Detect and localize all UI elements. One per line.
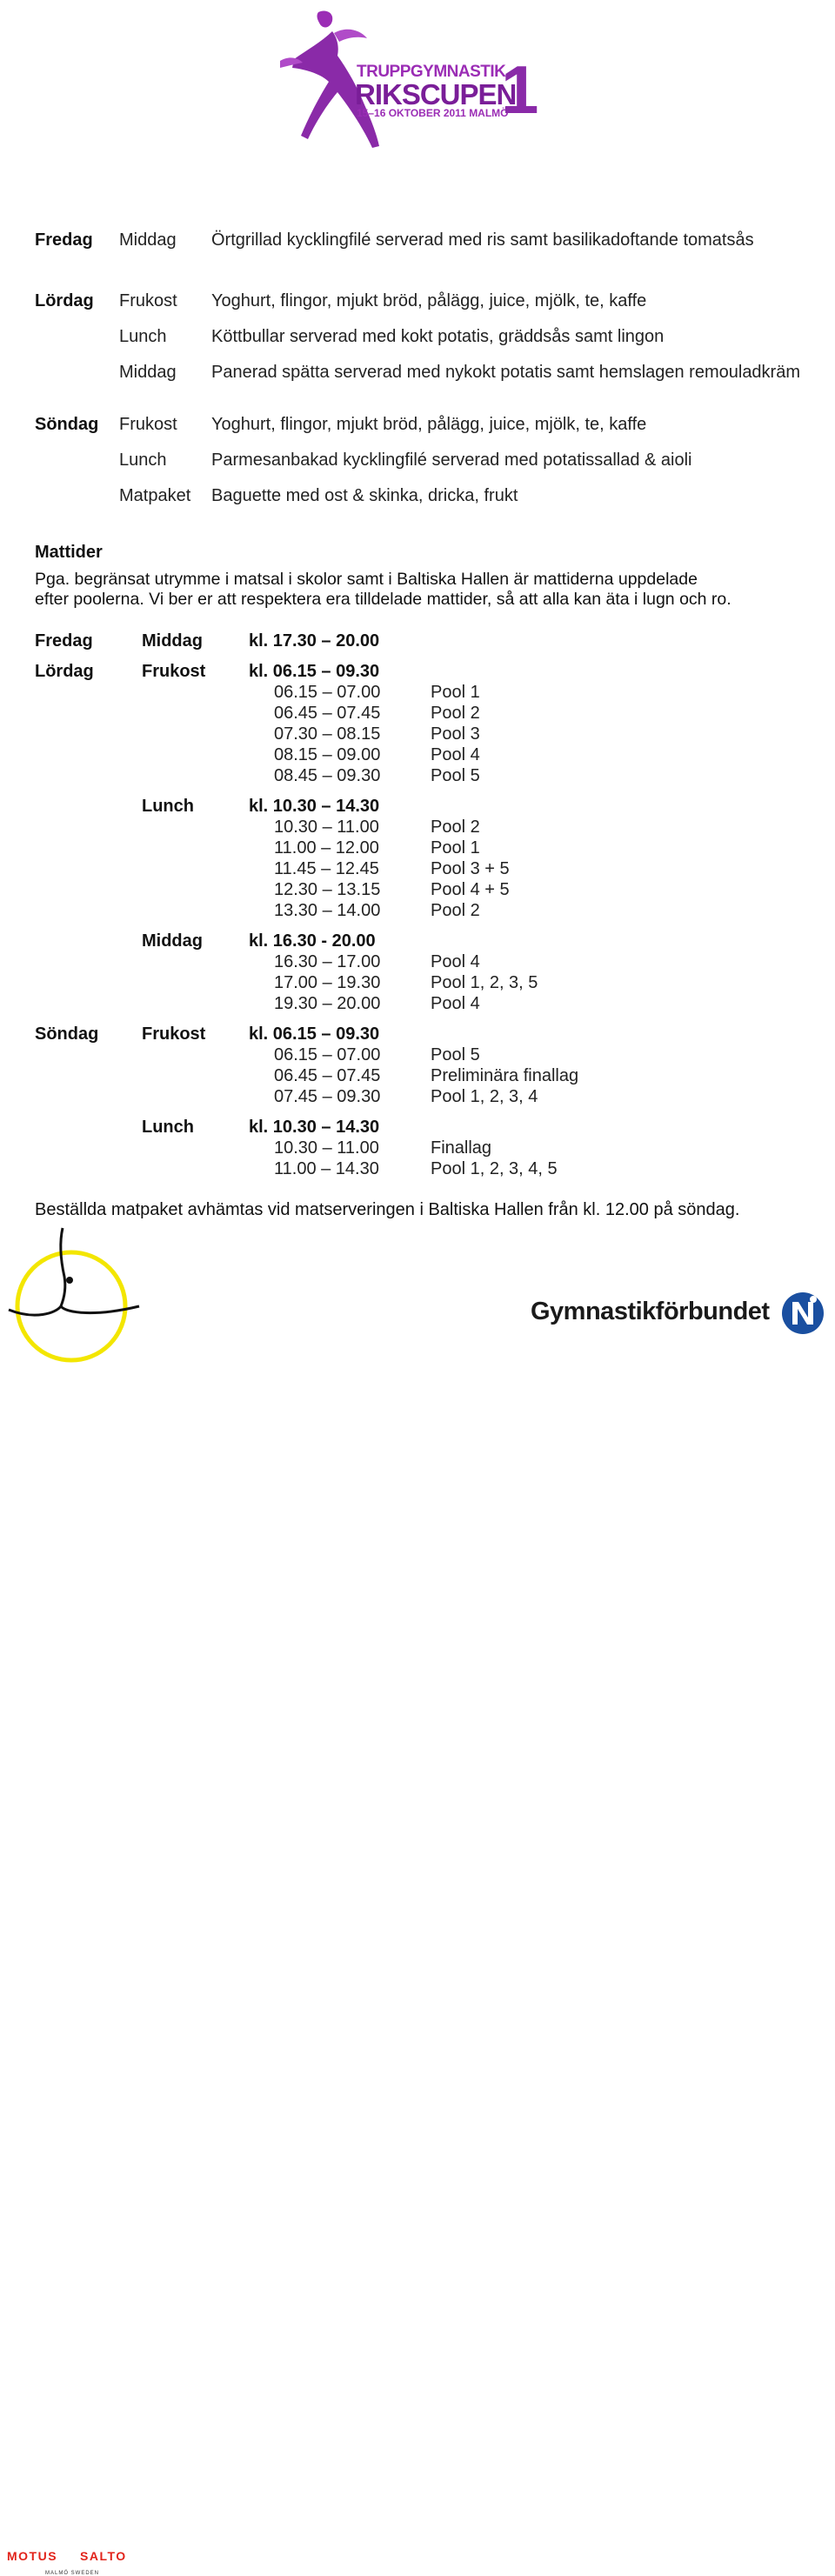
slot-time: 10.30 – 11.00: [274, 1138, 379, 1158]
menu-dish: Baguette med ost & skinka, dricka, frukt: [211, 486, 518, 505]
schedule-meal: Lunch: [142, 797, 194, 816]
menu-day: Lördag: [35, 291, 94, 310]
schedule-meal: Middag: [142, 931, 203, 951]
slot-pool: Pool 3: [431, 724, 480, 744]
menu-dish: Parmesanbakad kycklingfilé serverad med potatissallad & aioli: [211, 450, 692, 470]
gymnast-ring-icon: [0, 1226, 144, 1377]
gymnastikforbundet-logo-text: Gymnastikförbundet: [531, 1298, 770, 1325]
slot-pool: Pool 4: [431, 745, 480, 764]
schedule-day: Fredag: [35, 631, 93, 651]
menu-day: Söndag: [35, 415, 99, 434]
slot-time: 06.15 – 07.00: [274, 683, 381, 702]
slot-time: 07.30 – 08.15: [274, 724, 381, 744]
menu-meal: Matpaket: [119, 486, 191, 505]
slot-time: 06.45 – 07.45: [274, 1066, 381, 1085]
intro-line: Pga. begränsat utrymme i matsal i skolor samt i Baltiska Hallen är mattiderna uppdelade: [35, 570, 698, 589]
slot-time: 08.45 – 09.30: [274, 766, 381, 785]
slot-pool: Pool 1, 2, 3, 5: [431, 973, 538, 992]
slot-time: 17.00 – 19.30: [274, 973, 381, 992]
slot-time: 12.30 – 13.15: [274, 880, 381, 899]
logo-number: 1: [501, 51, 539, 128]
slot-pool: Pool 1, 2, 3, 4, 5: [431, 1159, 558, 1178]
schedule-range: kl. 16.30 - 20.00: [249, 931, 376, 951]
gymnastikforbundet-mark-icon: [781, 1291, 825, 1335]
slot-time: 06.15 – 07.00: [274, 1045, 381, 1064]
menu-meal: Lunch: [119, 450, 167, 470]
slot-time: 11.00 – 14.30: [274, 1159, 379, 1178]
section-title-mattider: Mattider: [35, 543, 103, 562]
menu-meal: Middag: [119, 363, 177, 382]
schedule-range: kl. 06.15 – 09.30: [249, 1024, 380, 1044]
logo-line-2: RIKSCUPEN: [355, 78, 517, 110]
schedule-range: kl. 17.30 – 20.00: [249, 631, 380, 651]
menu-day: Fredag: [35, 230, 93, 250]
menu-dish: Örtgrillad kycklingfilé serverad med ris samt basilikadoftande tomatsås: [211, 230, 754, 250]
slot-pool: Pool 1, 2, 3, 4: [431, 1087, 538, 1106]
schedule-meal: Lunch: [142, 1118, 194, 1137]
menu-dish: Panerad spätta serverad med nykokt potatis samt hemslagen remouladkräm: [211, 363, 801, 382]
schedule-meal: Frukost: [142, 662, 206, 681]
slot-time: 07.45 – 09.30: [274, 1087, 381, 1106]
salto-word: SALTO: [80, 2549, 127, 2563]
slot-pool: Pool 4: [431, 952, 480, 971]
slot-pool: Pool 4: [431, 994, 480, 1013]
slot-pool: Pool 1: [431, 838, 480, 858]
motus-salto-logo: [0, 1226, 144, 2576]
schedule-day: Lördag: [35, 662, 94, 681]
menu-dish: Yoghurt, flingor, mjukt bröd, pålägg, juice, mjölk, te, kaffe: [211, 415, 647, 434]
menu-meal: Frukost: [119, 415, 177, 434]
slot-time: 11.45 – 12.45: [274, 859, 379, 878]
slot-pool: Pool 5: [431, 766, 480, 785]
schedule-meal: Middag: [142, 631, 203, 651]
menu-meal: Frukost: [119, 291, 177, 310]
schedule-range: kl. 10.30 – 14.30: [249, 797, 380, 816]
schedule-range: kl. 06.15 – 09.30: [249, 662, 380, 681]
menu-meal: Middag: [119, 230, 177, 250]
slot-time: 11.00 – 12.00: [274, 838, 379, 858]
slot-pool: Pool 1: [431, 683, 480, 702]
menu-meal: Lunch: [119, 327, 167, 346]
slot-pool: Pool 2: [431, 704, 480, 723]
slot-pool: Pool 5: [431, 1045, 480, 1064]
slot-time: 10.30 – 11.00: [274, 818, 379, 837]
slot-time: 13.30 – 14.00: [274, 901, 381, 920]
footer-note: Beställda matpaket avhämtas vid matserveringen i Baltiska Hallen från kl. 12.00 på söndag.: [35, 1200, 740, 1219]
rikscupen-logo: [277, 7, 539, 153]
slot-time: 19.30 – 20.00: [274, 994, 381, 1013]
slot-pool: Pool 2: [431, 901, 480, 920]
slot-time: 16.30 – 17.00: [274, 952, 381, 971]
slot-time: 06.45 – 07.45: [274, 704, 381, 723]
intro-line: efter poolerna. Vi ber er att respektera era tilldelade mattider, så att alla kan äta i lugn och ro.: [35, 590, 731, 609]
slot-pool: Pool 3 + 5: [431, 859, 510, 878]
slot-pool: Pool 2: [431, 818, 480, 837]
motus-word: MOTUS: [7, 2549, 58, 2563]
menu-dish: Yoghurt, flingor, mjukt bröd, pålägg, juice, mjölk, te, kaffe: [211, 291, 647, 310]
logo-line-3: 15–16 OKTOBER 2011 MALMÖ: [357, 107, 509, 119]
slot-time: 08.15 – 09.00: [274, 745, 381, 764]
schedule-day: Söndag: [35, 1024, 99, 1044]
menu-dish: Köttbullar serverad med kokt potatis, gräddsås samt lingon: [211, 327, 665, 346]
slot-pool: Pool 4 + 5: [431, 880, 510, 899]
slot-pool: Finallag: [431, 1138, 492, 1158]
slot-pool: Preliminära finallag: [431, 1066, 579, 1085]
schedule-meal: Frukost: [142, 1024, 206, 1044]
motus-subtitle: MALMÖ SWEDEN: [45, 2571, 100, 2576]
logo-line-1: TRUPPGYMNASTIK: [357, 63, 506, 81]
schedule-range: kl. 10.30 – 14.30: [249, 1118, 380, 1137]
